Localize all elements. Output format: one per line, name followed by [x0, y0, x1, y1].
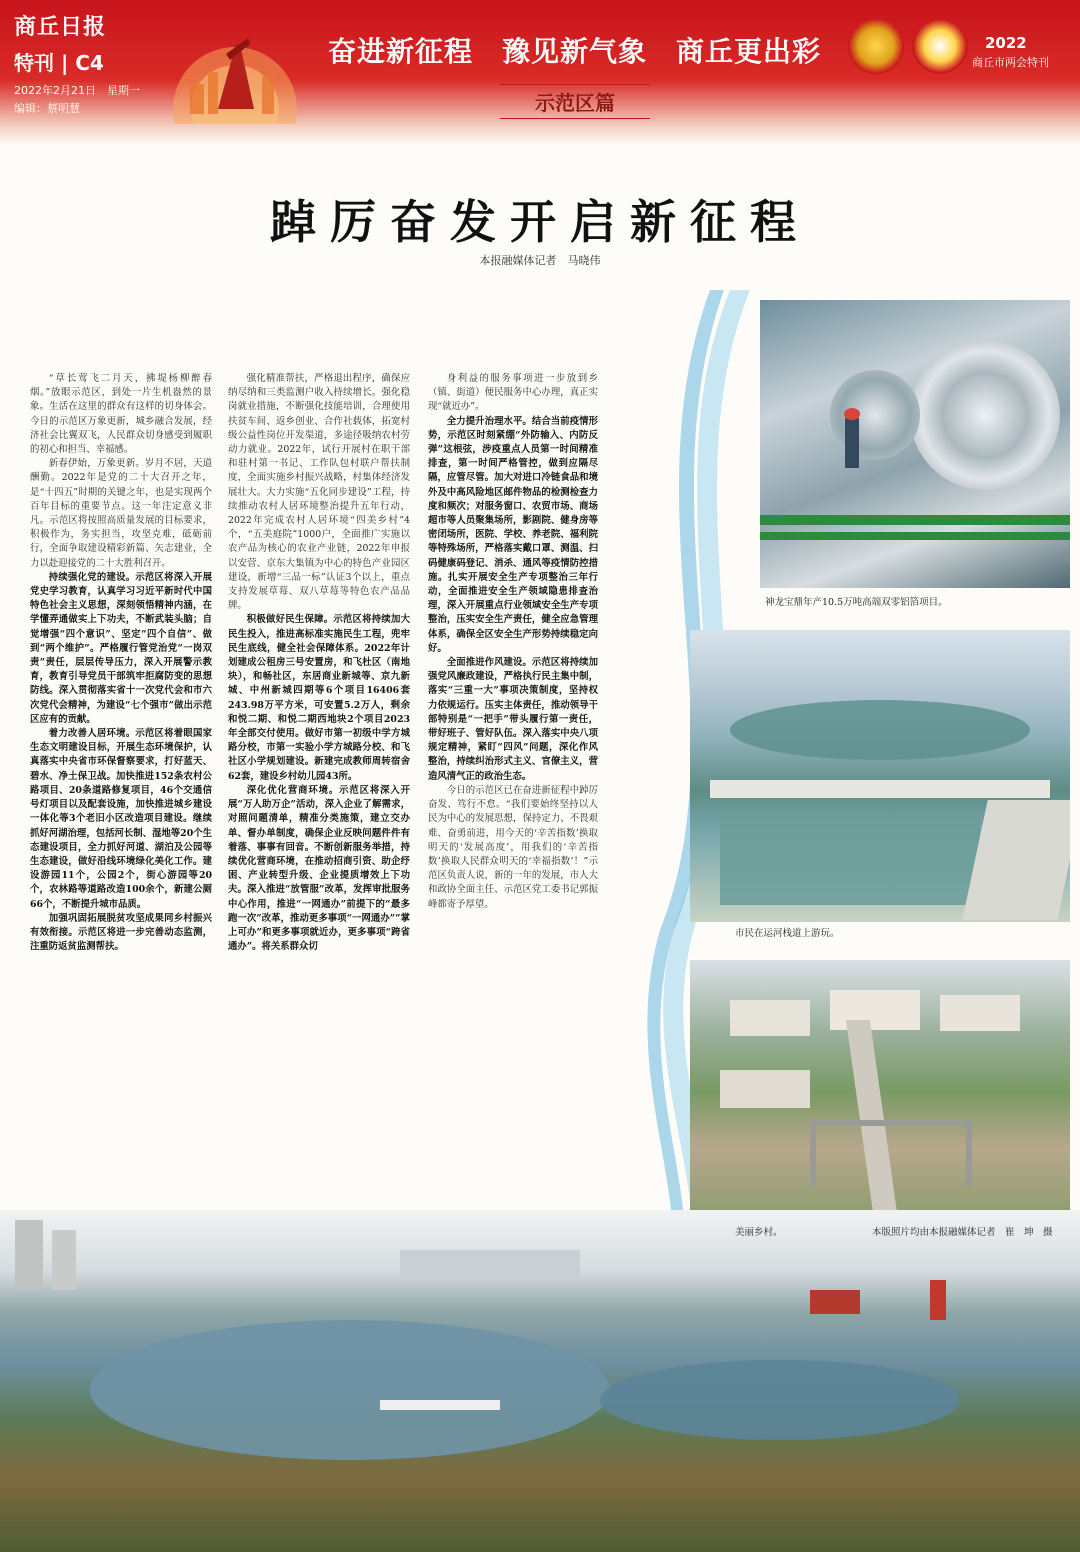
- column-2-para-3: 深化优化营商环境。示范区将深入开展“万人助万企”活动，深入企业了解需求，对照问题清单，精准分类施策，建立交办单、督办单制度，确保企业反映问题件件有着落、事事有回音。不断创新服务举措，持续优化营商环境，在推动招商引资、助企纾困、产业转型升级、企业提质增效上下功夫。深入推进“放管服”改革，发挥审批服务中心作用，推进“一网通办”前提下的“最多跑一次”改革，推动更多事项“一网通办”“掌上可办”和更多事项就近办，更多事项“跨省通办”。将关系群众切: [228, 784, 410, 953]
- special-issue-name: 商丘市两会特刊: [972, 56, 1049, 69]
- issue-date: 2022年2月21日 星期一: [14, 84, 140, 97]
- city-landmark-illustration: [170, 14, 300, 124]
- column-2-para-2: 积极做好民生保障。示范区将持续加大民生投入，推进高标准实施民生工程，兜牢民生底线，健全社会保障体系。2022年计划建成公租房三号安置房，和飞杜区（南地块），和畅社区，东居商业新城等、京九新城、中州新城四期等6个项目16406套243.98万平方米，可安置5.2万人，剩余和悦二期、和悦二期西地块2个项目2023年全部交付使用。做好市第一初级中学方城路分校，市第一实验小学方城路分校、和飞社区小学规划建设。新建完成教师周转宿舍62套，建设乡村幼儿园43所。: [228, 614, 410, 782]
- article-headline: 踔厉奋发开启新征程: [270, 195, 810, 249]
- photo-beautiful-village: [690, 960, 1070, 1222]
- column-1-para-4: 着力改善人居环境。示范区将着眼国家生态文明建设目标，开展生态环境保护，认真落实中央省市环保督察要求，打好蓝天、碧水、净土保卫战。加快推进152条农村公路项目、20条道路修复项目，46个交通信号灯项目以及配套设施，加快推进城乡建设一体化等3个老旧小区改造项目建设。继续抓好河湖治理，包括河长制、湿地等20个生态建设项目，全力抓好河道、湖泊及公园等生态建设，做好沿线环境绿化美化工作。建设游园11个，公园2个，街心游园等20个，农林路等道路改造100余个，新建公厕66个，不断提升城市品质。: [30, 728, 212, 910]
- column-3-para-4: 今日的示范区已在奋进新征程中踔厉奋发、笃行不怠。“我们要始终坚持以人民为中心的发展思想，保持定力、不畏艰难、奋勇前进，用今天的‘辛苦指数’换取明天的‘发展高度’，用我们的‘辛苦指数’换取人民群众明天的‘幸福指数’！”示范区负责人说，新的一年的发展，市人大和政协全面主任、示范区党工委书记郭振峰都寄予厚望。: [428, 784, 598, 910]
- masthead-title: 商丘日报: [14, 14, 107, 40]
- edition-label: 特刊 | C4: [14, 51, 104, 75]
- column-1-para-3: 持续强化党的建设。示范区将深入开展党史学习教育，认真学习习近平新时代中国特色社会主义思想，深刻领悟精神内涵，在学懂弄通做实上下功夫，不断武装头脑；自觉增强“四个意识”、坚定“四个自信”、做到“两个维护”。严格履行管党治党“一岗双责”责任，层层传导压力，深入开展警示教育，教育引导党员干部筑牢拒腐防变的思想防线。深入贯彻落实省十一次党代会和市六次党代会精神，为建设“七个强市”做出示范区应有的贡献。: [30, 571, 212, 725]
- article-column-1: [30, 372, 212, 954]
- column-1-para-2: 新春伊始，万象更新。岁月不居，天道酬勤。2022年是党的二十大召开之年，是“十四五”时期的关键之年，也是实现两个百年目标的重要节点。这一年注定意义非凡。示范区将按照高质量发展的目标要求，积极作为，务实担当，攻坚克难，砥砺前行，全面争取建设精彩新篇、矢志建业，全力以赴迎接党的二十大胜利召开。: [30, 458, 212, 569]
- photo-city-lake-park: [0, 1210, 1080, 1552]
- section-title: 示范区篇: [500, 84, 650, 119]
- column-3-para-3: 全面推进作风建设。示范区将持续加强党风廉政建设，严格执行民主集中制，落实“三重一大”事项决策制度，坚持权力依规运行。压实主体责任，推动领导干部特别是“一把手”带头履行第一责任，带好班子、管好队伍。深入落实中央八项规定精神，紧盯“四风”问题，深化作风整治，持续纠治形式主义、官僚主义，营造风清气正的政治生态。: [428, 657, 598, 782]
- column-1-para-5: 加强巩固拓展脱贫攻坚成果同乡村振兴有效衔接。示范区将进一步完善动态监测，注重防返贫监测帮扶。: [30, 912, 212, 953]
- page-slogan: 奋进新征程 豫见新气象 商丘更出彩: [328, 35, 822, 68]
- national-emblem-icon: [848, 18, 904, 74]
- column-1-para-1: “草长莺飞二月天，拂堤杨柳醉春烟。”放眼示范区，到处一片生机盎然的景象。生活在这里的群众有这样的切身体会。今日的示范区万象更新，城乡融合发展，经济社会比翼双飞，人民群众切身感受到履职的初心和担当、幸福感。: [30, 373, 212, 456]
- article-column-3: [428, 372, 598, 912]
- caption-factory: 神龙宝鼎年产10.5万吨高端双零铝箔项目。: [765, 597, 948, 608]
- column-3-para-2: 全力提升治理水平。结合当前疫情形势，示范区时刻紧绷“外防输入、内防反弹”这根弦，涉疫重点人员第一时间精准排查，第一时间严格管控，做到应隔尽隔，应管尽管。加大对进口冷链食品和境外及中高风险地区邮件物品的检测检查力度和频次；对服务窗口、农贸市场、商场超市等人员聚集场所，影剧院、健身房等密闭场所，医院、学校、养老院、福利院等特殊场所，严格落实戴口罩、测温、扫码健康码登记、消杀、通风等疫情防控措施。扎实开展安全生产专项整治三年行动，全面推进安全生产领域隐患排查治理，深入开展重点行业领域安全生产专项整治，压实安全生产责任，健全应急管理体系，确保全区安全生产形势持续稳定向好。: [428, 415, 598, 654]
- page-banner: [0, 0, 1080, 145]
- masthead-block: [14, 10, 140, 116]
- caption-village: 美丽乡村。: [735, 1227, 783, 1238]
- cppcc-emblem-icon: [912, 18, 968, 74]
- column-3-para-1: 身利益的服务事项进一步放到乡（镇、街道）便民服务中心办理，真正实现“就近办”。: [428, 373, 598, 413]
- article-byline: 本报融媒体记者 马晓伟: [479, 254, 601, 267]
- photo-aluminum-factory: [760, 300, 1070, 588]
- photo-credit: 本版照片均由本报融媒体记者 崔 坤 摄: [872, 1227, 1053, 1238]
- photo-canal-boardwalk: [690, 630, 1070, 922]
- column-2-para-1: 强化精准帮扶，严格退出程序，确保应纳尽纳和三类监测户收入持续增长。强化稳岗就业措施，不断强化技能培训，合理使用扶贫车间、返乡创业、合作社载体，拓宽村级公益性岗位开发渠道，多途径吸纳农村劳动力就业。2022年，试行开展村在职干部和驻村第一书记、工作队包村联户帮扶制度，全面实施乡村振兴战略，村集体经济发展壮大。大力实施“五化同步建设”工程，持续推动农村人居环境整治提升五年行动，2022年完成农村人居环境“四美乡村”4个，“五美庭院”1000户，全面推广实施以农产品为核心的农业产业链，2022年申报以安营、京东大集镇为中心的特色产业园区建设，新增“三品一标”认证3个以上，重点支持发展草莓、双八草莓等特色农产品品牌。: [228, 373, 410, 612]
- caption-river: 市民在运河栈道上游玩。: [735, 928, 840, 939]
- editor-credit: 编辑：蔡明慧: [14, 102, 80, 115]
- special-issue-year: 2022: [985, 34, 1027, 52]
- article-column-2: [228, 372, 410, 954]
